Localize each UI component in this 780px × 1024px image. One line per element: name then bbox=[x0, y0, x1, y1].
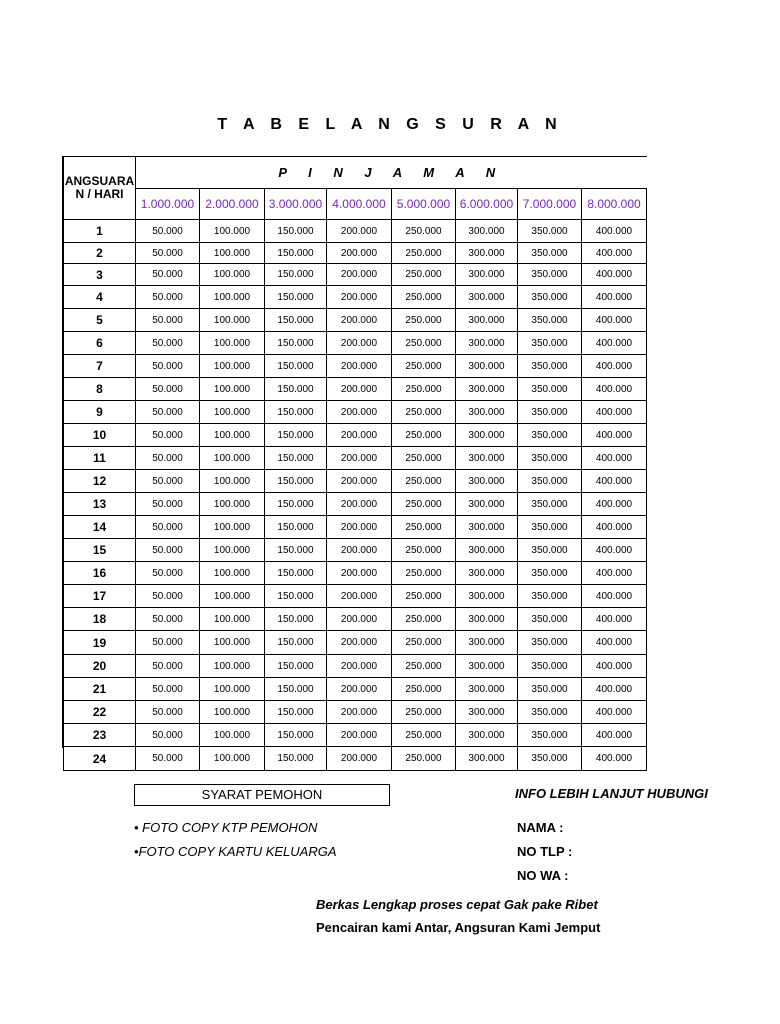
contact-name-label: NAMA : bbox=[517, 820, 564, 835]
installment-cell: 100.000 bbox=[200, 747, 265, 771]
installment-cell: 150.000 bbox=[265, 516, 327, 539]
installment-cell: 100.000 bbox=[200, 332, 265, 355]
contact-wa-label: NO WA : bbox=[517, 868, 569, 883]
installment-cell: 200.000 bbox=[327, 424, 392, 447]
installment-cell: 300.000 bbox=[456, 701, 518, 724]
installment-cell: 350.000 bbox=[518, 355, 582, 378]
table-row bbox=[64, 678, 647, 701]
installment-cell: 200.000 bbox=[327, 678, 392, 701]
installment-cell: 350.000 bbox=[518, 747, 582, 771]
day-number: 3 bbox=[64, 264, 136, 286]
day-number: 19 bbox=[64, 631, 136, 655]
installment-cell: 300.000 bbox=[456, 243, 518, 264]
installment-cell: 200.000 bbox=[327, 286, 392, 309]
installment-cell: 50.000 bbox=[136, 243, 200, 264]
installment-cell: 100.000 bbox=[200, 585, 265, 608]
table-row bbox=[64, 655, 647, 678]
table-row bbox=[64, 470, 647, 493]
installment-cell: 50.000 bbox=[136, 655, 200, 678]
loan-amount-header: 4.000.000 bbox=[327, 189, 392, 220]
installment-cell: 400.000 bbox=[582, 631, 647, 655]
day-number: 10 bbox=[64, 424, 136, 447]
table-row bbox=[64, 608, 647, 631]
installment-cell: 200.000 bbox=[327, 447, 392, 470]
installment-cell: 250.000 bbox=[392, 724, 456, 747]
installment-cell: 100.000 bbox=[200, 701, 265, 724]
installment-cell: 250.000 bbox=[392, 424, 456, 447]
installment-cell: 300.000 bbox=[456, 332, 518, 355]
installment-cell: 50.000 bbox=[136, 562, 200, 585]
table-row bbox=[64, 264, 647, 286]
installment-cell: 350.000 bbox=[518, 631, 582, 655]
installment-cell: 300.000 bbox=[456, 747, 518, 771]
installment-cell: 350.000 bbox=[518, 701, 582, 724]
table-row bbox=[64, 286, 647, 309]
installment-cell: 50.000 bbox=[136, 493, 200, 516]
installment-cell: 150.000 bbox=[265, 378, 327, 401]
installment-cell: 100.000 bbox=[200, 220, 265, 243]
installment-cell: 200.000 bbox=[327, 401, 392, 424]
installment-cell: 300.000 bbox=[456, 286, 518, 309]
installment-cell: 200.000 bbox=[327, 332, 392, 355]
day-number: 20 bbox=[64, 655, 136, 678]
installment-cell: 300.000 bbox=[456, 516, 518, 539]
installment-cell: 250.000 bbox=[392, 539, 456, 562]
installment-cell: 350.000 bbox=[518, 243, 582, 264]
installment-cell: 350.000 bbox=[518, 493, 582, 516]
installment-cell: 50.000 bbox=[136, 585, 200, 608]
installment-cell: 350.000 bbox=[518, 332, 582, 355]
installment-cell: 400.000 bbox=[582, 562, 647, 585]
installment-cell: 300.000 bbox=[456, 655, 518, 678]
installment-cell: 200.000 bbox=[327, 585, 392, 608]
installment-cell: 50.000 bbox=[136, 309, 200, 332]
installment-cell: 350.000 bbox=[518, 470, 582, 493]
installment-table-wrapper bbox=[62, 156, 646, 766]
installment-cell: 150.000 bbox=[265, 678, 327, 701]
installment-cell: 350.000 bbox=[518, 516, 582, 539]
installment-cell: 250.000 bbox=[392, 378, 456, 401]
installment-cell: 100.000 bbox=[200, 470, 265, 493]
installment-cell: 250.000 bbox=[392, 747, 456, 771]
installment-cell: 300.000 bbox=[456, 401, 518, 424]
installment-cell: 200.000 bbox=[327, 608, 392, 631]
table-row bbox=[64, 493, 647, 516]
loan-group-header: P I N J A M A N bbox=[136, 157, 647, 189]
contact-phone-label: NO TLP : bbox=[517, 844, 573, 859]
installment-cell: 200.000 bbox=[327, 355, 392, 378]
installment-cell: 50.000 bbox=[136, 378, 200, 401]
installment-cell: 50.000 bbox=[136, 724, 200, 747]
installment-cell: 350.000 bbox=[518, 585, 582, 608]
installment-cell: 400.000 bbox=[582, 493, 647, 516]
installment-cell: 250.000 bbox=[392, 447, 456, 470]
table-row bbox=[64, 378, 647, 401]
table-body bbox=[64, 220, 647, 771]
installment-cell: 250.000 bbox=[392, 355, 456, 378]
installment-cell: 150.000 bbox=[265, 332, 327, 355]
day-number: 11 bbox=[64, 447, 136, 470]
installment-cell: 250.000 bbox=[392, 631, 456, 655]
installment-cell: 200.000 bbox=[327, 631, 392, 655]
installment-cell: 350.000 bbox=[518, 562, 582, 585]
installment-cell: 350.000 bbox=[518, 286, 582, 309]
table-row bbox=[64, 631, 647, 655]
installment-cell: 400.000 bbox=[582, 539, 647, 562]
installment-cell: 200.000 bbox=[327, 701, 392, 724]
table-row bbox=[64, 355, 647, 378]
day-number: 18 bbox=[64, 608, 136, 631]
installment-cell: 350.000 bbox=[518, 447, 582, 470]
installment-cell: 400.000 bbox=[582, 655, 647, 678]
installment-cell: 250.000 bbox=[392, 264, 456, 286]
installment-cell: 200.000 bbox=[327, 493, 392, 516]
process-note: Berkas Lengkap proses cepat Gak pake Ribet bbox=[316, 897, 598, 912]
loan-amount-header: 7.000.000 bbox=[518, 189, 582, 220]
installment-cell: 50.000 bbox=[136, 678, 200, 701]
days-column-header: ANGSUARA N / HARI bbox=[64, 157, 136, 220]
installment-cell: 150.000 bbox=[265, 562, 327, 585]
day-number: 23 bbox=[64, 724, 136, 747]
installment-cell: 400.000 bbox=[582, 585, 647, 608]
installment-cell: 100.000 bbox=[200, 447, 265, 470]
installment-cell: 400.000 bbox=[582, 747, 647, 771]
installment-cell: 100.000 bbox=[200, 493, 265, 516]
requirement-item-ktp: • FOTO COPY KTP PEMOHON bbox=[134, 820, 318, 835]
installment-cell: 400.000 bbox=[582, 470, 647, 493]
installment-cell: 400.000 bbox=[582, 447, 647, 470]
installment-cell: 300.000 bbox=[456, 309, 518, 332]
installment-cell: 300.000 bbox=[456, 264, 518, 286]
installment-cell: 200.000 bbox=[327, 220, 392, 243]
installment-cell: 300.000 bbox=[456, 220, 518, 243]
installment-cell: 150.000 bbox=[265, 309, 327, 332]
installment-cell: 150.000 bbox=[265, 401, 327, 424]
installment-cell: 250.000 bbox=[392, 332, 456, 355]
installment-cell: 250.000 bbox=[392, 655, 456, 678]
installment-cell: 100.000 bbox=[200, 539, 265, 562]
installment-cell: 100.000 bbox=[200, 286, 265, 309]
table-row bbox=[64, 447, 647, 470]
loan-amount-row bbox=[64, 189, 647, 220]
installment-cell: 300.000 bbox=[456, 585, 518, 608]
installment-cell: 150.000 bbox=[265, 286, 327, 309]
installment-cell: 200.000 bbox=[327, 539, 392, 562]
installment-cell: 300.000 bbox=[456, 562, 518, 585]
installment-cell: 250.000 bbox=[392, 220, 456, 243]
installment-cell: 250.000 bbox=[392, 678, 456, 701]
installment-cell: 50.000 bbox=[136, 539, 200, 562]
installment-cell: 200.000 bbox=[327, 655, 392, 678]
installment-cell: 350.000 bbox=[518, 264, 582, 286]
installment-cell: 400.000 bbox=[582, 424, 647, 447]
table-row bbox=[64, 243, 647, 264]
installment-cell: 300.000 bbox=[456, 678, 518, 701]
day-number: 5 bbox=[64, 309, 136, 332]
installment-cell: 150.000 bbox=[265, 447, 327, 470]
installment-cell: 400.000 bbox=[582, 309, 647, 332]
installment-cell: 400.000 bbox=[582, 332, 647, 355]
loan-amount-header: 8.000.000 bbox=[582, 189, 647, 220]
day-number: 12 bbox=[64, 470, 136, 493]
loan-amount-header: 6.000.000 bbox=[456, 189, 518, 220]
installment-cell: 250.000 bbox=[392, 516, 456, 539]
day-number: 1 bbox=[64, 220, 136, 243]
installment-cell: 350.000 bbox=[518, 655, 582, 678]
installment-cell: 400.000 bbox=[582, 264, 647, 286]
installment-cell: 250.000 bbox=[392, 585, 456, 608]
table-row bbox=[64, 539, 647, 562]
installment-cell: 300.000 bbox=[456, 424, 518, 447]
installment-cell: 350.000 bbox=[518, 378, 582, 401]
table-row bbox=[64, 332, 647, 355]
installment-cell: 50.000 bbox=[136, 286, 200, 309]
installment-cell: 300.000 bbox=[456, 355, 518, 378]
installment-cell: 50.000 bbox=[136, 424, 200, 447]
installment-cell: 250.000 bbox=[392, 701, 456, 724]
day-number: 13 bbox=[64, 493, 136, 516]
installment-cell: 400.000 bbox=[582, 220, 647, 243]
day-number: 17 bbox=[64, 585, 136, 608]
table-row bbox=[64, 309, 647, 332]
table-row bbox=[64, 585, 647, 608]
installment-cell: 100.000 bbox=[200, 608, 265, 631]
installment-cell: 50.000 bbox=[136, 332, 200, 355]
day-number: 4 bbox=[64, 286, 136, 309]
table-row bbox=[64, 747, 647, 771]
installment-cell: 250.000 bbox=[392, 401, 456, 424]
installment-cell: 50.000 bbox=[136, 355, 200, 378]
installment-cell: 50.000 bbox=[136, 264, 200, 286]
installment-cell: 150.000 bbox=[265, 585, 327, 608]
installment-cell: 150.000 bbox=[265, 264, 327, 286]
installment-cell: 50.000 bbox=[136, 470, 200, 493]
installment-cell: 150.000 bbox=[265, 424, 327, 447]
installment-cell: 350.000 bbox=[518, 309, 582, 332]
installment-cell: 50.000 bbox=[136, 631, 200, 655]
service-note: Pencairan kami Antar, Angsuran Kami Jemput bbox=[316, 920, 601, 935]
installment-cell: 200.000 bbox=[327, 724, 392, 747]
installment-cell: 400.000 bbox=[582, 701, 647, 724]
installment-cell: 300.000 bbox=[456, 539, 518, 562]
installment-cell: 100.000 bbox=[200, 562, 265, 585]
installment-cell: 400.000 bbox=[582, 378, 647, 401]
installment-cell: 200.000 bbox=[327, 470, 392, 493]
installment-cell: 50.000 bbox=[136, 220, 200, 243]
day-number: 22 bbox=[64, 701, 136, 724]
day-number: 24 bbox=[64, 747, 136, 771]
loan-amount-header: 3.000.000 bbox=[265, 189, 327, 220]
installment-cell: 250.000 bbox=[392, 470, 456, 493]
installment-cell: 50.000 bbox=[136, 701, 200, 724]
installment-cell: 100.000 bbox=[200, 378, 265, 401]
installment-cell: 150.000 bbox=[265, 701, 327, 724]
page-title: T A B E L A N G S U R A N bbox=[217, 116, 563, 133]
table-row bbox=[64, 724, 647, 747]
loan-amount-header: 1.000.000 bbox=[136, 189, 200, 220]
installment-cell: 250.000 bbox=[392, 562, 456, 585]
installment-cell: 250.000 bbox=[392, 243, 456, 264]
installment-cell: 250.000 bbox=[392, 286, 456, 309]
installment-cell: 200.000 bbox=[327, 264, 392, 286]
installment-cell: 150.000 bbox=[265, 655, 327, 678]
installment-cell: 150.000 bbox=[265, 631, 327, 655]
installment-cell: 200.000 bbox=[327, 747, 392, 771]
loan-amount-header: 5.000.000 bbox=[392, 189, 456, 220]
table-row bbox=[64, 424, 647, 447]
installment-cell: 250.000 bbox=[392, 309, 456, 332]
installment-cell: 100.000 bbox=[200, 243, 265, 264]
installment-cell: 150.000 bbox=[265, 608, 327, 631]
installment-cell: 50.000 bbox=[136, 747, 200, 771]
table-head bbox=[64, 157, 647, 220]
installment-cell: 100.000 bbox=[200, 724, 265, 747]
installment-cell: 200.000 bbox=[327, 243, 392, 264]
installment-cell: 200.000 bbox=[327, 309, 392, 332]
requirement-item-kk: •FOTO COPY KARTU KELUARGA bbox=[134, 844, 337, 859]
installment-cell: 100.000 bbox=[200, 401, 265, 424]
installment-cell: 150.000 bbox=[265, 220, 327, 243]
day-number: 15 bbox=[64, 539, 136, 562]
installment-cell: 50.000 bbox=[136, 447, 200, 470]
installment-cell: 350.000 bbox=[518, 724, 582, 747]
installment-cell: 100.000 bbox=[200, 355, 265, 378]
installment-cell: 200.000 bbox=[327, 516, 392, 539]
installment-cell: 300.000 bbox=[456, 447, 518, 470]
installment-table bbox=[63, 156, 647, 771]
table-row bbox=[64, 562, 647, 585]
installment-cell: 200.000 bbox=[327, 562, 392, 585]
installment-cell: 50.000 bbox=[136, 401, 200, 424]
installment-cell: 250.000 bbox=[392, 608, 456, 631]
installment-cell: 400.000 bbox=[582, 355, 647, 378]
table-row bbox=[64, 516, 647, 539]
installment-cell: 100.000 bbox=[200, 678, 265, 701]
installment-cell: 150.000 bbox=[265, 470, 327, 493]
installment-cell: 350.000 bbox=[518, 539, 582, 562]
installment-cell: 400.000 bbox=[582, 678, 647, 701]
installment-cell: 50.000 bbox=[136, 516, 200, 539]
installment-cell: 350.000 bbox=[518, 608, 582, 631]
installment-cell: 50.000 bbox=[136, 608, 200, 631]
installment-cell: 150.000 bbox=[265, 724, 327, 747]
installment-cell: 100.000 bbox=[200, 655, 265, 678]
installment-cell: 100.000 bbox=[200, 631, 265, 655]
day-number: 9 bbox=[64, 401, 136, 424]
installment-cell: 300.000 bbox=[456, 470, 518, 493]
day-number: 14 bbox=[64, 516, 136, 539]
day-number: 7 bbox=[64, 355, 136, 378]
installment-cell: 400.000 bbox=[582, 286, 647, 309]
installment-cell: 300.000 bbox=[456, 378, 518, 401]
day-number: 2 bbox=[64, 243, 136, 264]
installment-cell: 100.000 bbox=[200, 264, 265, 286]
day-number: 21 bbox=[64, 678, 136, 701]
installment-cell: 350.000 bbox=[518, 678, 582, 701]
table-row bbox=[64, 401, 647, 424]
installment-cell: 100.000 bbox=[200, 424, 265, 447]
installment-cell: 200.000 bbox=[327, 378, 392, 401]
installment-cell: 100.000 bbox=[200, 516, 265, 539]
installment-cell: 150.000 bbox=[265, 493, 327, 516]
table-row bbox=[64, 220, 647, 243]
installment-cell: 300.000 bbox=[456, 493, 518, 516]
installment-cell: 100.000 bbox=[200, 309, 265, 332]
installment-cell: 350.000 bbox=[518, 424, 582, 447]
installment-cell: 400.000 bbox=[582, 243, 647, 264]
installment-cell: 400.000 bbox=[582, 608, 647, 631]
installment-cell: 300.000 bbox=[456, 608, 518, 631]
installment-cell: 300.000 bbox=[456, 724, 518, 747]
installment-cell: 150.000 bbox=[265, 243, 327, 264]
day-number: 8 bbox=[64, 378, 136, 401]
info-heading: INFO LEBIH LANJUT HUBUNGI bbox=[515, 786, 708, 801]
installment-cell: 150.000 bbox=[265, 355, 327, 378]
installment-cell: 150.000 bbox=[265, 539, 327, 562]
requirements-heading: SYARAT PEMOHON bbox=[134, 784, 390, 806]
day-number: 6 bbox=[64, 332, 136, 355]
day-number: 16 bbox=[64, 562, 136, 585]
installment-cell: 400.000 bbox=[582, 724, 647, 747]
installment-cell: 300.000 bbox=[456, 631, 518, 655]
loan-amount-header: 2.000.000 bbox=[200, 189, 265, 220]
installment-cell: 400.000 bbox=[582, 401, 647, 424]
installment-cell: 250.000 bbox=[392, 493, 456, 516]
installment-cell: 350.000 bbox=[518, 401, 582, 424]
installment-cell: 400.000 bbox=[582, 516, 647, 539]
installment-cell: 150.000 bbox=[265, 747, 327, 771]
installment-cell: 350.000 bbox=[518, 220, 582, 243]
table-row bbox=[64, 701, 647, 724]
